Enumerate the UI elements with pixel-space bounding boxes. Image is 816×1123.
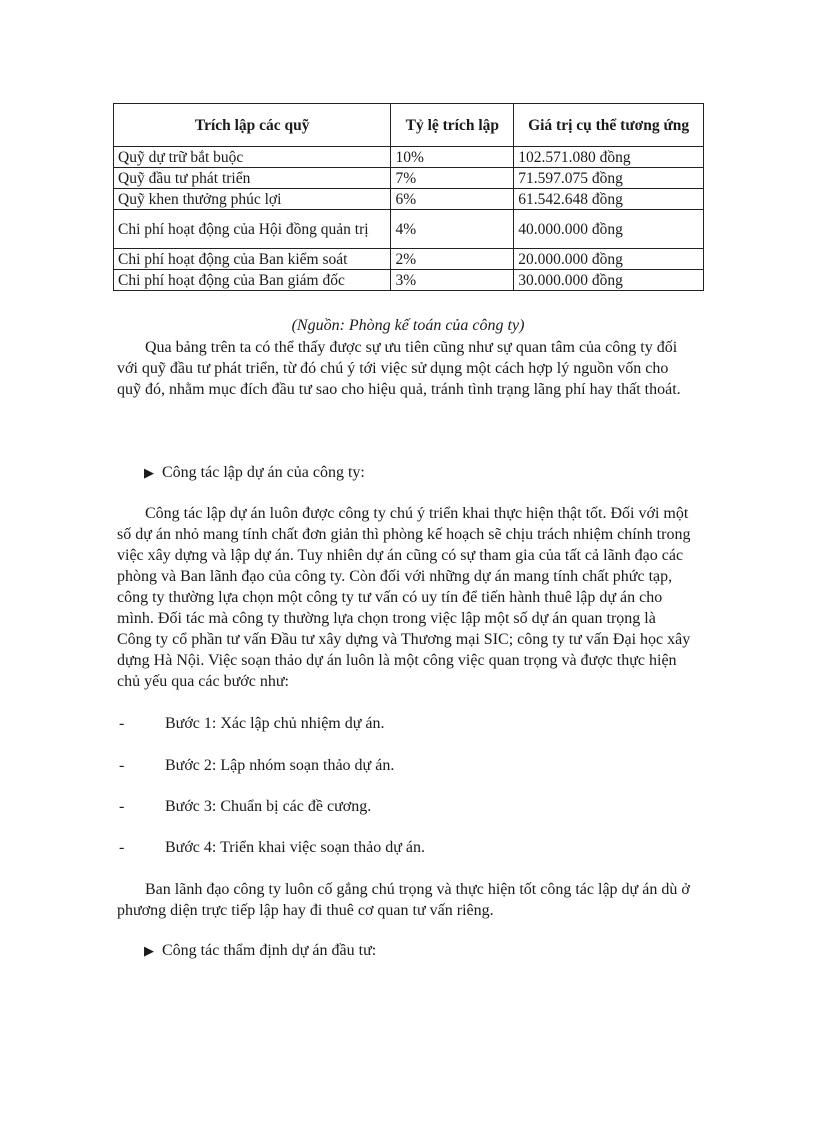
list-dash: - <box>119 798 125 815</box>
step-text: Bước 3: Chuẩn bị các đề cương. <box>165 798 372 815</box>
cell-fund: Quỹ khen thưởng phúc lợi <box>114 189 391 210</box>
paragraph-leadership <box>117 879 692 921</box>
cell-fund: Chi phí hoạt động của Ban giám đốc <box>114 270 391 291</box>
list-dash: - <box>119 757 125 774</box>
cell-value: 40.000.000 đồng <box>514 210 704 249</box>
cell-rate: 7% <box>391 168 514 189</box>
cell-rate: 6% <box>391 189 514 210</box>
cell-rate: 2% <box>391 249 514 270</box>
table-row <box>114 249 704 270</box>
cell-rate: 4% <box>391 210 514 249</box>
heading-text: Công tác thẩm định dự án đầu tư: <box>162 942 377 959</box>
list-item <box>119 755 394 776</box>
cell-fund: Chi phí hoạt động của Hội đồng quản trị <box>114 210 391 249</box>
cell-value: 61.542.648 đồng <box>514 189 704 210</box>
cell-value: 102.571.080 đồng <box>514 147 704 168</box>
table-row <box>114 168 704 189</box>
cell-fund: Quỹ đầu tư phát triển <box>114 168 391 189</box>
table-row <box>114 210 704 249</box>
heading-text: Công tác lập dự án của công ty: <box>162 464 365 481</box>
right-triangle-bullet-icon: ▶ <box>144 465 154 480</box>
list-item <box>119 837 425 858</box>
paragraph-fund-priority <box>117 337 692 400</box>
list-dash: - <box>119 715 125 732</box>
list-item <box>119 713 385 734</box>
table-row <box>114 147 704 168</box>
table-header-row <box>114 104 704 147</box>
paragraph-project-planning <box>117 503 692 692</box>
step-text: Bước 1: Xác lập chủ nhiệm dự án. <box>165 715 385 732</box>
right-triangle-bullet-icon: ▶ <box>144 943 154 958</box>
header-fund: Trích lập các quỹ <box>114 104 391 147</box>
step-text: Bước 2: Lập nhóm soạn thảo dự án. <box>165 757 395 774</box>
paragraph-text: Ban lãnh đạo công ty luôn cố gắng chú trọng và thực hiện tốt công tác lập dự án dù ở phương diện trực tiếp lập hay đi thuê cơ quan tư vấn riêng. <box>117 881 690 919</box>
list-dash: - <box>119 839 125 856</box>
paragraph-text: Công tác lập dự án luôn được công ty chú ý triển khai thực hiện thật tốt. Đối với một số dự án nhỏ mang tính chất đơn giản thì phòng kế hoạch sẽ chịu trách nhiệm chính trong việc xây dựng và lập dự án. Tuy nhiên dự án cũng có sự tham gia của tất cả lãnh đạo các phòng và Ban lãnh đạo của công ty. Còn đối với những dự án mang tính chất phức tạp, công ty thường lựa chọn một công ty tư vấn có uy tín để tiến hành thuê lập dự án cho mình. Đối tác mà công ty thường lựa chọn trong việc lập một số dự án quan trọng là Công ty cổ phần tư vấn Đầu tư xây dựng và Thương mại SIC; công ty tư vấn Đại học xây dựng Hà Nội. Việc soạn thảo dự án luôn là một công việc quan trọng và được thực hiện chủ yếu qua các bước như: <box>117 505 691 690</box>
cell-value: 30.000.000 đồng <box>514 270 704 291</box>
cell-value: 71.597.075 đồng <box>514 168 704 189</box>
cell-rate: 10% <box>391 147 514 168</box>
cell-rate: 3% <box>391 270 514 291</box>
section-heading-project-appraisal <box>144 940 376 961</box>
header-value: Giá trị cụ thể tương ứng <box>514 104 704 147</box>
table-row <box>114 189 704 210</box>
section-heading-project-planning <box>144 462 365 483</box>
cell-fund: Quỹ dự trữ bắt buộc <box>114 147 391 168</box>
list-item <box>119 796 371 817</box>
paragraph-text: Qua bảng trên ta có thể thấy được sự ưu tiên cũng như sự quan tâm của công ty đối với quỹ đầu tư phát triển, từ đó chú ý tới việc sử dụng một cách hợp lý nguồn vốn cho quỹ đó, nhằm mục đích đầu tư sao cho hiệu quả, tránh tình trạng lãng phí hay thất thoát. <box>117 339 681 398</box>
cell-fund: Chi phí hoạt động của Ban kiểm soát <box>114 249 391 270</box>
fund-allocation-table <box>113 103 704 291</box>
header-rate: Tỷ lệ trích lập <box>391 104 514 147</box>
cell-value: 20.000.000 đồng <box>514 249 704 270</box>
step-text: Bước 4: Triển khai việc soạn thảo dự án. <box>165 839 425 856</box>
table-row <box>114 270 704 291</box>
table-source-caption: (Nguồn: Phòng kế toán của công ty) <box>291 317 525 334</box>
